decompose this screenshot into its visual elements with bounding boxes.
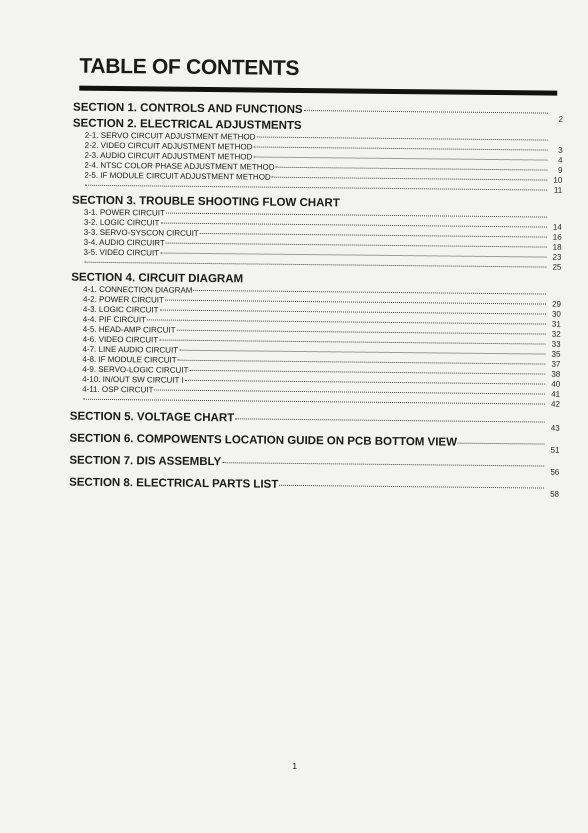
toc-section-1 — [73, 102, 563, 119]
dot-leader — [147, 319, 546, 324]
section-page: 58 — [545, 490, 559, 499]
entry-label: 4-3. LOGIC CIRCUIT — [83, 305, 159, 316]
entry-label: 4-6. VIDEO CIRCUIT — [83, 335, 159, 346]
section-heading: SECTION 5. VOLTAGE CHART — [70, 411, 235, 425]
entry-page: 9 — [548, 166, 562, 176]
section-entry — [69, 455, 559, 472]
toc-section-4 — [70, 272, 561, 410]
dot-leader — [272, 177, 548, 181]
dot-leader — [193, 290, 546, 295]
dot-leader — [176, 330, 545, 335]
entry-label: 3-3. SERVO-SYSCON CIRCUIT — [84, 228, 199, 239]
toc-section-6 — [70, 433, 560, 450]
section-heading: SECTION 8. ELECTRICAL PARTS LIST — [69, 477, 278, 491]
toc-section-8 — [69, 477, 559, 494]
entry-label: 2-4. NTSC COLOR PHASE ADJUSTMENT METHOD — [84, 161, 274, 173]
entry-page: 35 — [546, 350, 560, 360]
dot-leader — [165, 300, 546, 305]
title-rule — [79, 86, 557, 96]
dot-leader — [279, 485, 544, 489]
entry-page: 42 — [546, 400, 560, 410]
dot-leader — [200, 233, 547, 238]
dot-leader — [222, 462, 544, 466]
entry-label: 3-5. VIDEO CIRCUIT — [83, 248, 159, 259]
section-heading: SECTION 3. TROUBLE SHOOTING FLOW CHART — [72, 195, 562, 213]
dot-leader — [166, 243, 547, 248]
entry-page: 3 — [549, 146, 563, 156]
entry-page: 4 — [548, 156, 562, 166]
entry-label: 3-4. AUDIO CIRCUIRT — [84, 238, 165, 249]
entry-label: 2-1. SERVO CIRCUIT ADJUSTMENT METHOD — [85, 131, 256, 143]
section-heading: SECTION 1. CONTROLS AND FUNCTIONS — [73, 102, 303, 116]
dot-leader — [304, 110, 548, 114]
dot-leader — [189, 370, 545, 375]
dot-leader — [160, 223, 546, 228]
dot-leader — [85, 185, 547, 191]
entry-label: 4-10. IN/OUT SW CIRCUIT I — [82, 375, 184, 386]
entry-page: 29 — [547, 300, 561, 310]
entry-label: 4-11. OSP CIRCUIT — [82, 385, 153, 396]
page-number: 1 — [292, 761, 297, 771]
entry-page: 10 — [548, 176, 562, 186]
section-heading: SECTION 6. COMPOWENTS LOCATION GUIDE ON PCB BOTTOM VIEW — [70, 433, 457, 449]
section-entry — [73, 102, 563, 119]
dot-leader — [178, 360, 546, 365]
entry-page: 18 — [548, 243, 562, 253]
dot-leader — [253, 146, 547, 150]
entry-page: 37 — [546, 360, 560, 370]
entry-label: 2-5. IF MODULE CIRCUIT ADJUSTMENT METHOD — [84, 171, 270, 183]
dot-leader — [179, 350, 545, 355]
section-heading: SECTION 4. CIRCUIT DIAGRAM — [71, 272, 561, 290]
dot-leader — [160, 310, 546, 315]
dot-leader — [235, 418, 545, 422]
section-entry — [70, 433, 560, 450]
dot-leader — [458, 443, 545, 445]
dot-leader — [276, 167, 548, 171]
entry-label: 3-1. POWER CIRCUIT — [84, 208, 165, 219]
entry-page: 31 — [547, 320, 561, 330]
toc-section-2 — [72, 118, 563, 196]
dot-leader — [256, 137, 547, 141]
entry-label: 3-2. LOGIC CIRCUIT — [84, 218, 160, 229]
toc-section-5 — [70, 411, 560, 428]
entry-page: 33 — [547, 340, 561, 350]
entry-page: 23 — [547, 253, 561, 263]
entry-label: 2-3. AUDIO CIRCUIT ADJUSTMENT METHOD — [84, 151, 252, 163]
dot-leader — [83, 399, 545, 405]
entry-label: 4-9. SERVO-LOGIC CIRCUIT — [82, 365, 188, 376]
entry-page: 25 — [547, 263, 561, 273]
section-heading: SECTION 7. DIS ASSEMBLY — [69, 455, 221, 469]
dot-leader — [166, 213, 547, 218]
section-entry — [70, 411, 560, 428]
entry-label: 4-5. HEAD-AMP CIRCUIT — [83, 325, 176, 336]
entry-page: 30 — [547, 310, 561, 320]
entry-page: 16 — [548, 233, 562, 243]
dot-leader — [84, 262, 546, 268]
section-heading: SECTION 2. ELECTRICAL ADJUSTMENTS — [73, 118, 563, 136]
entry-label: 4-8. IF MODULE CIRCUIT — [82, 355, 176, 366]
entry-label: 4-4. PIF CIRCUIT — [83, 315, 146, 326]
entry-page: 41 — [546, 390, 560, 400]
toc-section-7 — [69, 455, 559, 472]
section-page: 43 — [546, 424, 560, 433]
entry-page: 14 — [548, 223, 562, 233]
dot-leader — [159, 340, 545, 345]
entry-label: 4-7. LINE AUDIO CIRCUIT — [82, 345, 178, 356]
entry-page: 40 — [546, 380, 560, 390]
entry-label: 4-1. CONNECTION DIAGRAM — [83, 285, 192, 296]
dot-leader — [185, 380, 545, 385]
dot-leader — [253, 156, 547, 160]
section-entry — [69, 477, 559, 494]
section-page: 51 — [545, 446, 559, 455]
entry-page: 32 — [547, 330, 561, 340]
dot-leader — [154, 389, 545, 394]
section-page: 56 — [545, 468, 559, 477]
table-of-contents — [69, 102, 563, 494]
entry-page: 38 — [546, 370, 560, 380]
section-page: 2 — [549, 115, 563, 124]
toc-section-3 — [71, 195, 562, 273]
entry-label: 2-2. VIDEO CIRCUIT ADJUSTMENT METHOD — [85, 141, 253, 153]
entry-label: 4-2. POWER CIRCUIT — [83, 295, 164, 306]
page-title: TABLE OF CONTENTS — [79, 55, 299, 81]
dot-leader — [160, 253, 546, 258]
entry-page: 11 — [548, 186, 562, 196]
